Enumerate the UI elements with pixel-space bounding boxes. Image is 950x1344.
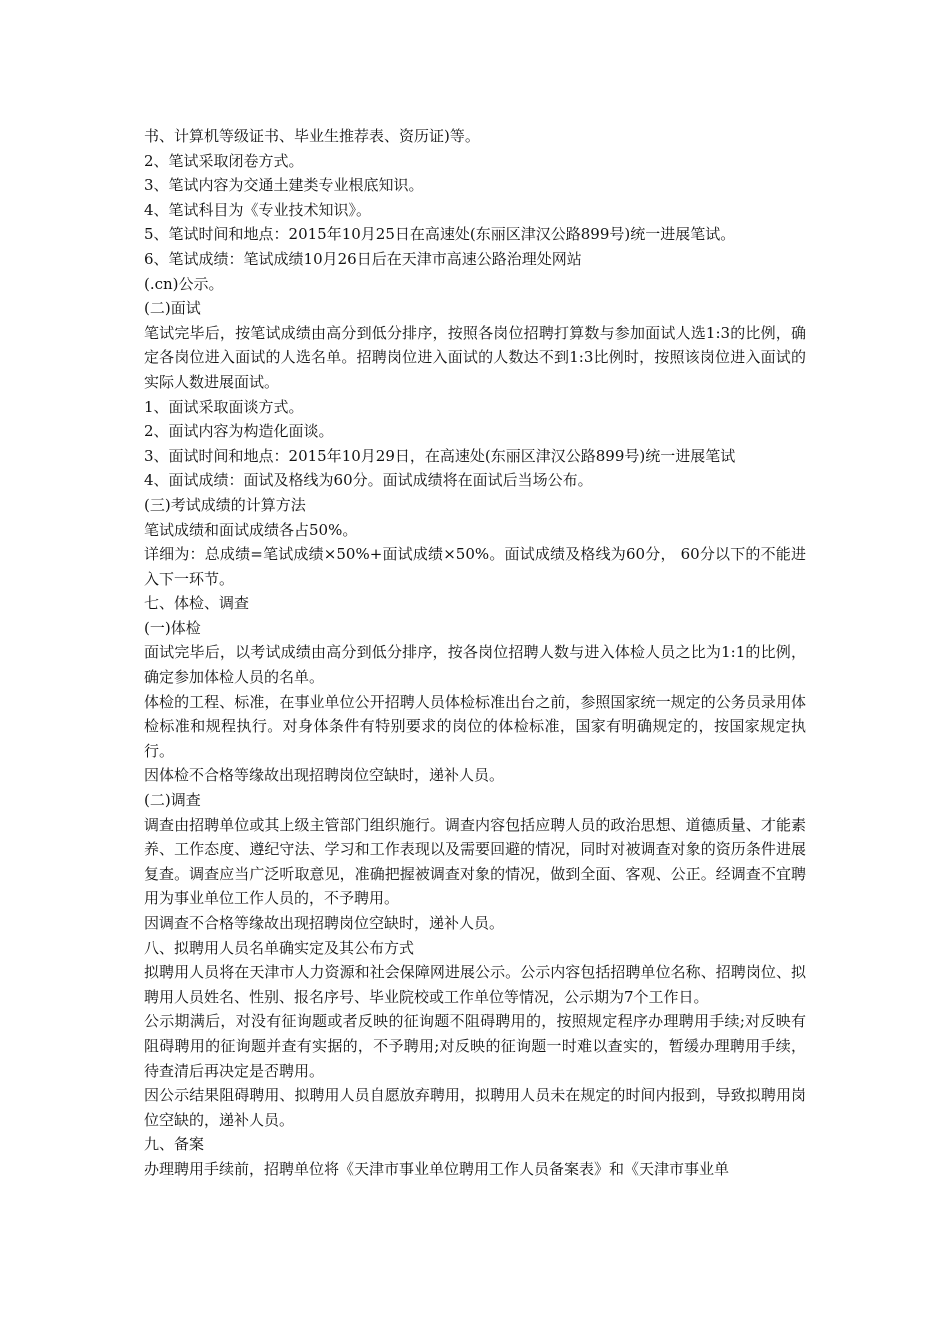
- paragraph-9: 笔试完毕后，按笔试成绩由高分到低分排序，按照各岗位招聘打算数与参加面试人选1:3的比例，确定各岗位进入面试的人选名单。招聘岗位进入面试的人数达不到1:3比例时，按照该岗位进入面试的实际人数进展面试。: [144, 323, 806, 391]
- paragraph-7: (.cn)公示。: [144, 274, 224, 293]
- section-heading-physical-check: 七、体检、调查: [144, 594, 250, 613]
- paragraph-27: 公示期满后，对没有征询题或者反映的征询题不阻碍聘用的，按照规定程序办理聘用手续;对反映有阻碍聘用的征询题并查有实据的，不予聘用;对反映的征询题一时难以查实的，暂缓办理聘用手续，待查清后再决定是否聘用。: [144, 1012, 806, 1080]
- paragraph-4: 4、笔试科目为《专业技术知识》。: [144, 200, 372, 219]
- section-heading-filing: 九、备案: [144, 1135, 205, 1154]
- paragraph-2: 2、笔试采取闭卷方式。: [144, 151, 304, 170]
- paragraph-12: 3、面试时间和地点：2015年10月29日，在高速处(东丽区津汉公路899号)统一进展笔试: [144, 446, 736, 465]
- section-heading-interview: (二)面试: [144, 299, 201, 318]
- paragraph-24: 因调查不合格等缘故出现招聘岗位空缺时，递补人员。: [144, 914, 505, 932]
- paragraph-26: 拟聘用人员将在天津市人力资源和社会保障网进展公示。公示内容包括招聘单位名称、招聘岗位、拟聘用人员姓名、性别、报名序号、毕业院校或工作单位等情况，公示期为7个工作日。: [144, 963, 806, 1006]
- subsection-heading-physical: (一)体检: [144, 618, 201, 637]
- paragraph-6: 6、笔试成绩：笔试成绩10月26日后在天津市高速公路治理处网站: [144, 249, 582, 268]
- section-heading-publication: 八、拟聘用人员名单确实定及其公布方式: [144, 938, 415, 957]
- paragraph-11: 2、面试内容为构造化面谈。: [144, 422, 334, 441]
- paragraph-3: 3、笔试内容为交通土建类专业根底知识。: [144, 176, 424, 195]
- document-body: [144, 124, 806, 1182]
- paragraph-13: 4、面试成绩：面试及格线为60分。面试成绩将在面试后当场公布。: [144, 471, 593, 490]
- paragraph-30: 办理聘用手续前，招聘单位将《天津市事业单位聘用工作人员备案表》和《天津市事业单: [144, 1159, 730, 1178]
- paragraph-15: 笔试成绩和面试成绩各占50%。: [144, 520, 358, 539]
- section-heading-score-method: (三)考试成绩的计算方法: [144, 495, 306, 514]
- paragraph-21: 因体检不合格等缘故出现招聘岗位空缺时，递补人员。: [144, 766, 505, 785]
- paragraph-20: 体检的工程、标准，在事业单位公开招聘人员体检标准出台之前，参照国家统一规定的公务员录用体检标准和规程执行。对身体条件有特别要求的岗位的体检标准，国家有明确规定的，按国家规定执行。: [144, 692, 806, 760]
- paragraph-28: 因公示结果阻碍聘用、拟聘用人员自愿放弃聘用，拟聘用人员未在规定的时间内报到，导致拟聘用岗位空缺的，递补人员。: [144, 1086, 806, 1129]
- subsection-heading-investigation: (二)调查: [144, 791, 201, 810]
- paragraph-1: 书、计算机等级证书、毕业生推荐表、资历证)等。: [144, 127, 480, 145]
- paragraph-16: 详细为：总成绩=笔试成绩×50%+面试成绩×50%。面试成绩及格线为60分， 60分以下的不能进入下一环节。: [144, 545, 806, 588]
- paragraph-10: 1、面试采取面谈方式。: [144, 397, 304, 416]
- paragraph-19: 面试完毕后，以考试成绩由高分到低分排序，按各岗位招聘人数与进入体检人员之比为1:1的比例，确定参加体检人员的名单。: [144, 643, 806, 687]
- paragraph-5: 5、笔试时间和地点：2015年10月25日在高速处(东丽区津汉公路899号)统一进展笔试。: [144, 225, 736, 244]
- paragraph-23: 调查由招聘单位或其上级主管部门组织施行。调查内容包括应聘人员的政治思想、道德质量、才能素养、工作态度、遵纪守法、学习和工作表现以及需要回避的情况，同时对被调查对象的资历条件进展复查。调查应当广泛听取意见，准确把握被调查对象的情况，做到全面、客观、公正。经调查不宜聘用为事业单位工作人员的，不予聘用。: [144, 815, 806, 908]
